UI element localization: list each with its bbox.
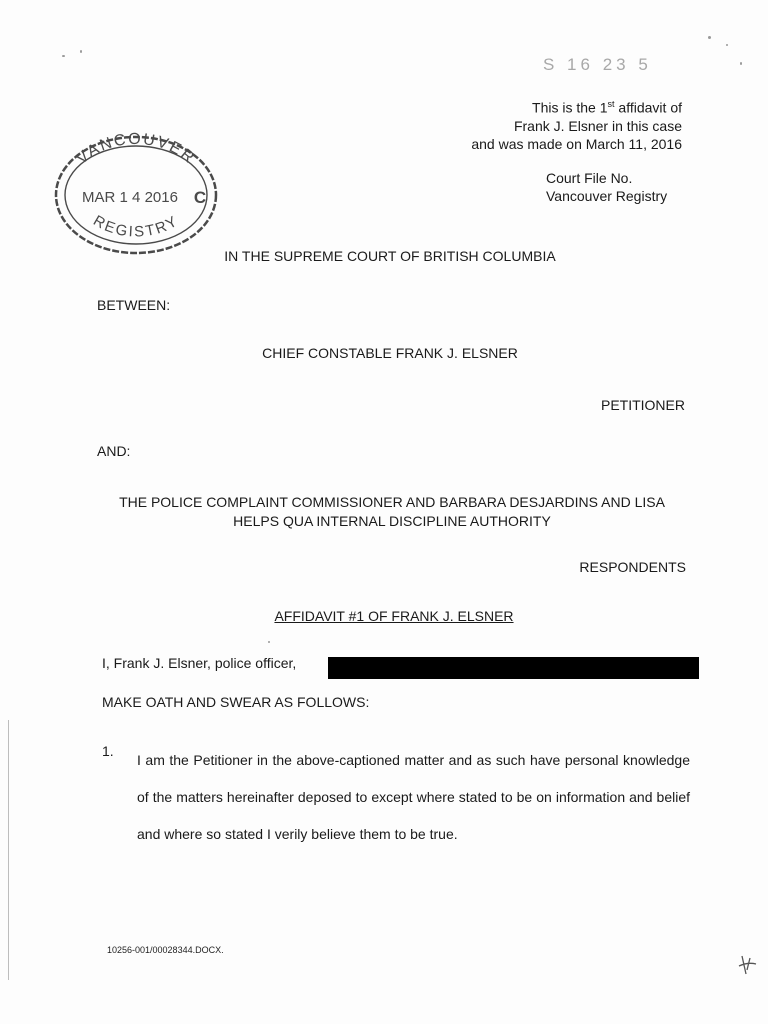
court-file-block bbox=[546, 169, 667, 205]
between-label: BETWEEN: bbox=[97, 297, 171, 313]
scan-speck bbox=[80, 50, 82, 53]
scan-speck bbox=[708, 36, 711, 39]
court-file-label: Court File No. bbox=[546, 170, 633, 186]
respondents-names: THE POLICE COMPLAINT COMMISSIONER AND BARBARA DESJARDINS AND LISA HELPS QUA INTERNAL DISCIPLINE AUTHORITY bbox=[119, 494, 665, 529]
header-line-2: Frank J. Elsner in this case bbox=[513, 117, 682, 134]
svg-text:REGISTRY bbox=[90, 212, 181, 240]
swear-line: MAKE OATH AND SWEAR AS FOLLOWS: bbox=[102, 694, 370, 710]
and-label: AND: bbox=[97, 443, 131, 459]
handwritten-mark-icon bbox=[736, 952, 760, 978]
petitioner-name: CHIEF CONSTABLE FRANK J. ELSNER bbox=[262, 345, 518, 361]
scan-speck bbox=[62, 55, 65, 57]
svg-text:VANCOUVER bbox=[73, 132, 198, 168]
scan-speck bbox=[268, 641, 270, 643]
header-line-3: and was made on March 11, 2016 bbox=[471, 135, 682, 152]
redaction-bar bbox=[328, 657, 699, 679]
affidavit-header bbox=[471, 95, 682, 153]
intro-line: I, Frank J. Elsner, police officer, bbox=[102, 655, 297, 671]
scan-margin-line bbox=[8, 720, 9, 980]
scan-speck bbox=[740, 62, 742, 65]
petitioner-role: PETITIONER bbox=[600, 397, 685, 413]
stamp-letter: C bbox=[193, 188, 207, 207]
court-title: IN THE SUPREME COURT OF BRITISH COLUMBIA bbox=[224, 248, 556, 264]
respondents-role: RESPONDENTS bbox=[579, 559, 686, 575]
handwritten-file-number: S 16 23 5 bbox=[543, 55, 652, 74]
registry-label: Vancouver Registry bbox=[546, 188, 668, 204]
stamp-top-text: VANCOUVER bbox=[73, 132, 199, 168]
registry-stamp bbox=[50, 132, 222, 256]
scan-speck bbox=[726, 44, 728, 46]
paragraph-text: I am the Petitioner in the above-captioned matter and as such have personal knowledge of the matters hereinafter deposed to except where stated to be on information and belief and where so stated I verily believe them to be true. bbox=[137, 752, 690, 842]
stamp-date: MAR 1 4 2016 bbox=[82, 189, 178, 206]
footer-doc-ref: 10256-001/00028344.DOCX. bbox=[107, 945, 224, 955]
header-line-1: This is the 1st affidavit of bbox=[532, 99, 682, 116]
stamp-bottom-text: REGISTRY bbox=[90, 212, 182, 241]
document-title: AFFIDAVIT #1 OF FRANK J. ELSNER bbox=[274, 608, 514, 624]
paragraph-number: 1. bbox=[102, 743, 114, 759]
